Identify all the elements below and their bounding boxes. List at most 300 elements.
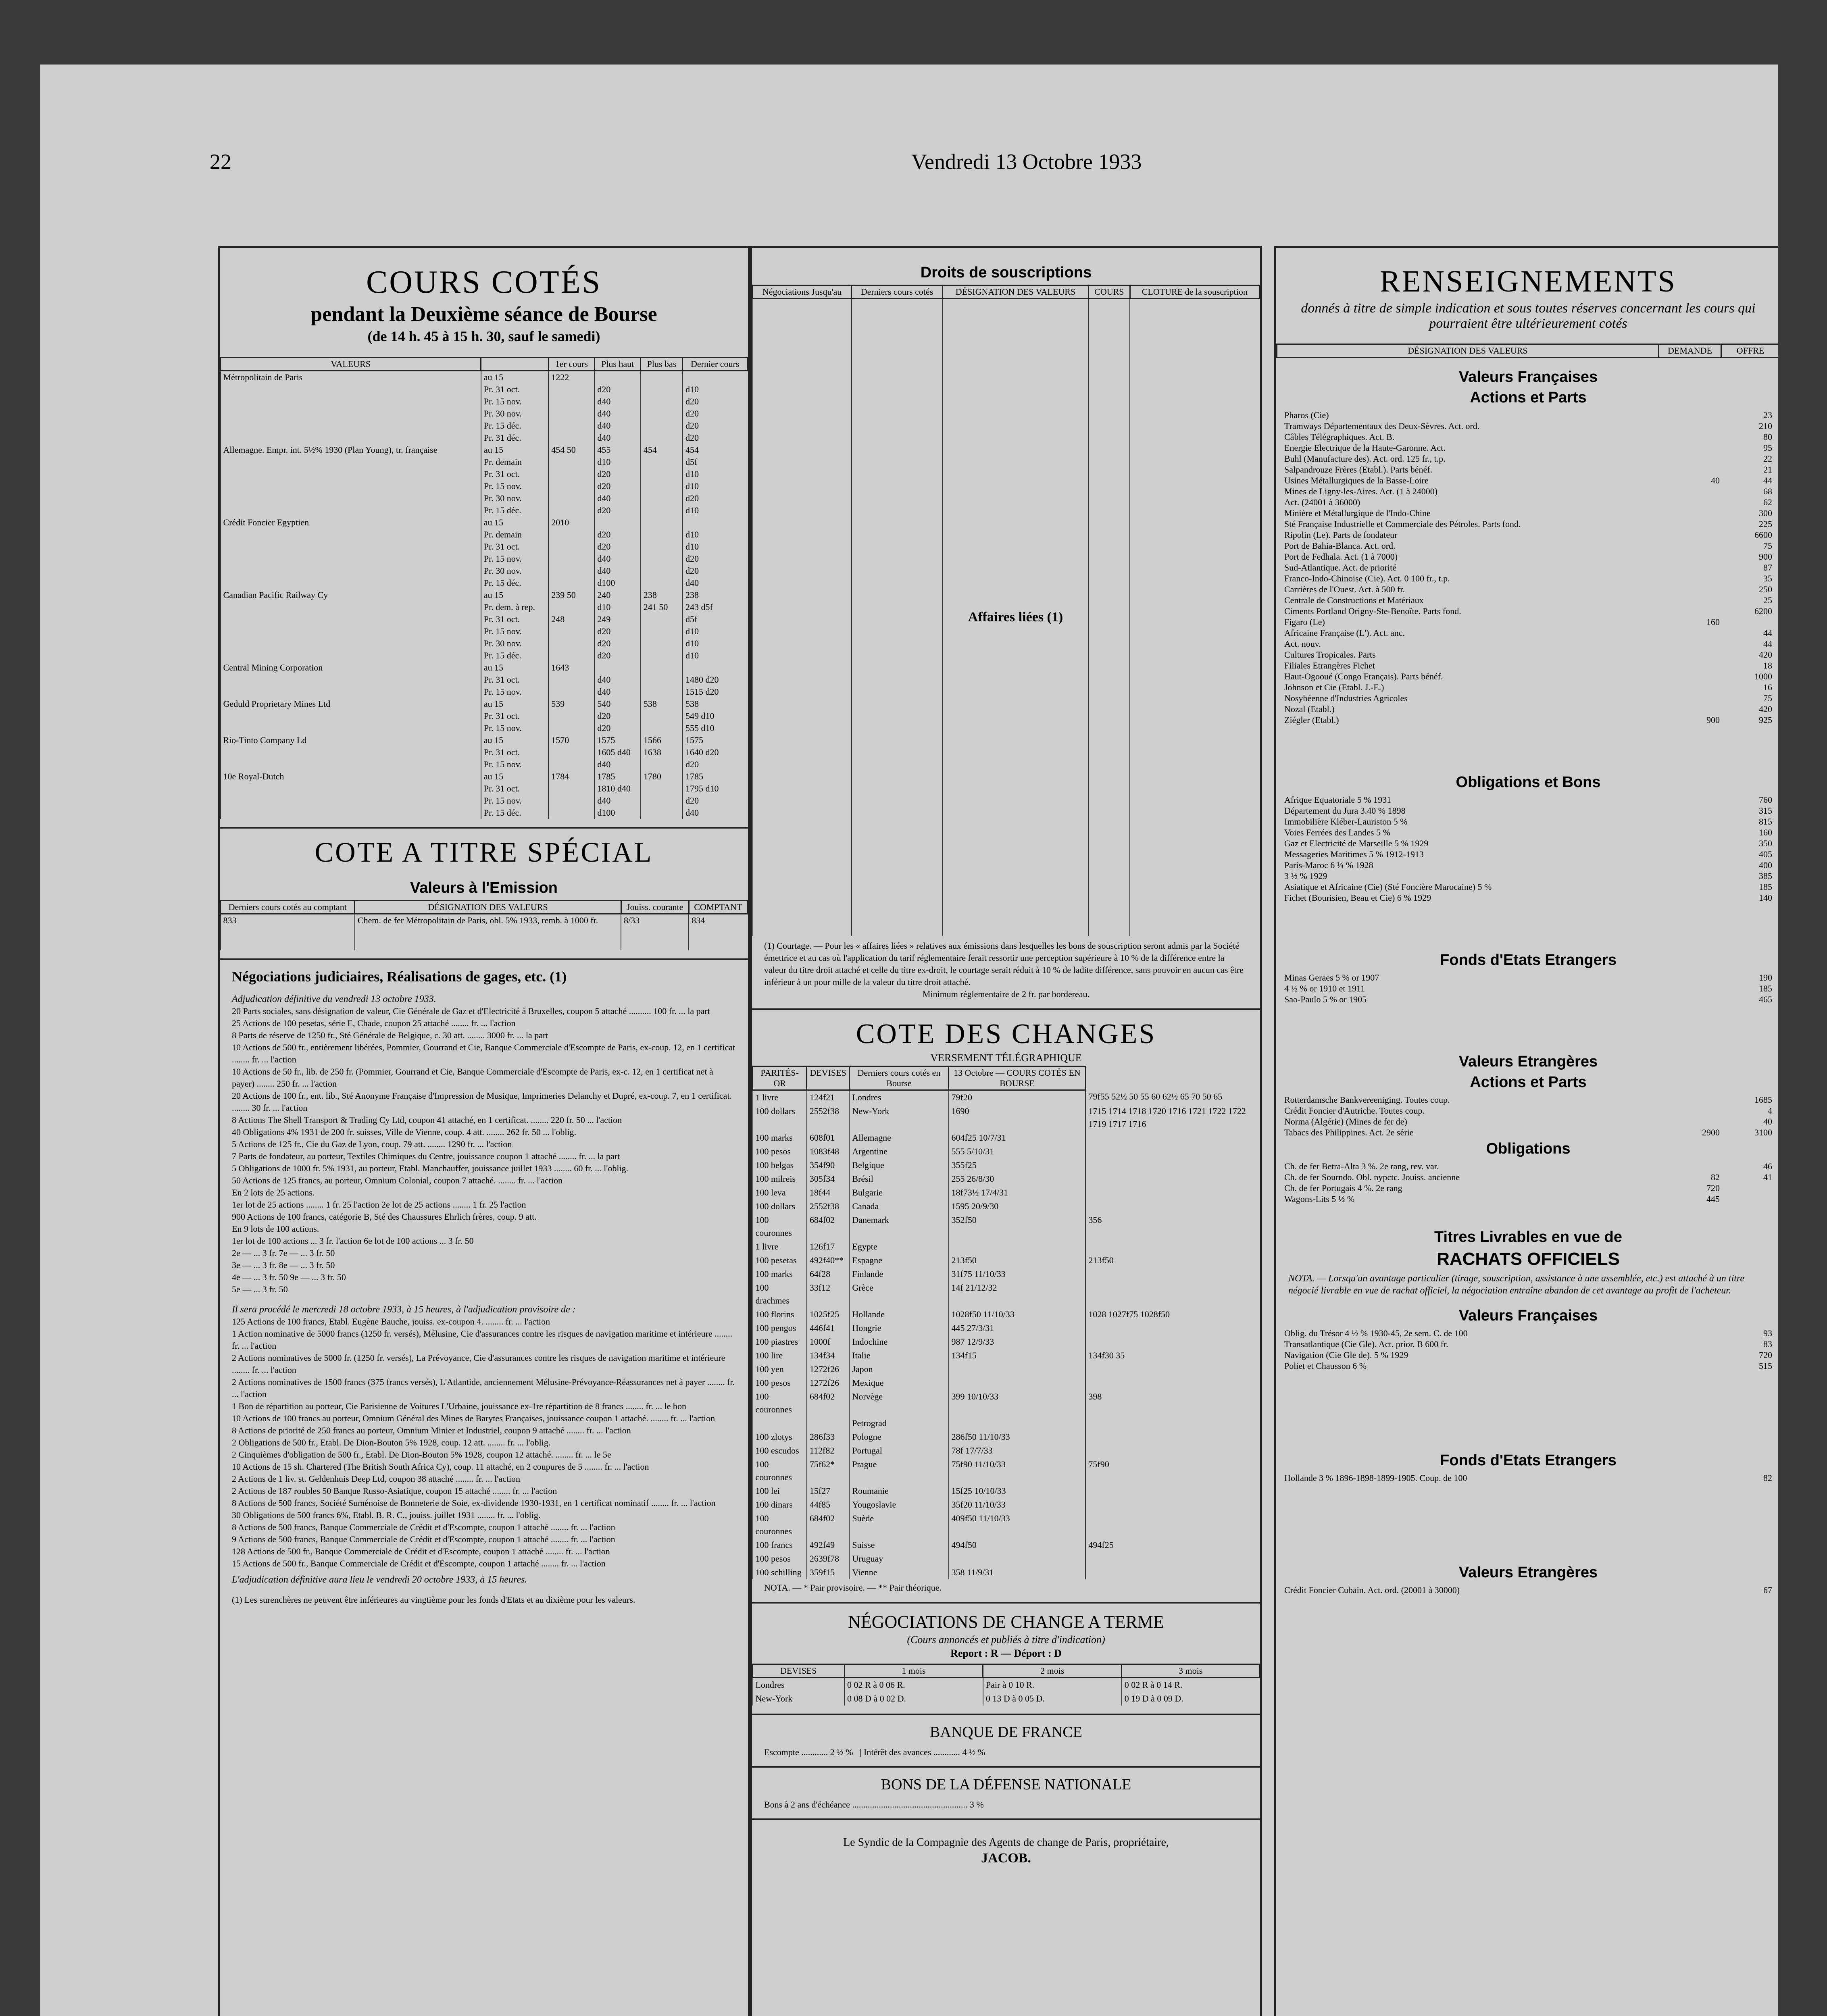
renseignement-row	[1276, 994, 1778, 1005]
offre-value: 87	[1763, 562, 1772, 573]
demande-value: 900	[1706, 715, 1720, 725]
cours-cotes-row-cell: au 15	[481, 371, 548, 384]
banque-title: BANQUE DE FRANCE	[930, 1723, 1082, 1741]
renseignement-row	[1276, 1105, 1778, 1116]
changes-row-cell: 492f40**	[807, 1254, 849, 1267]
changes-row	[753, 1376, 1260, 1390]
cours-cotes-row-cell	[221, 492, 481, 504]
rachats-fonds-title: Fonds d'Etats Etrangers	[1440, 1452, 1617, 1469]
terme-report: Report : R — Déport : D	[950, 1647, 1062, 1659]
changes-row-cell: Espagne	[849, 1254, 948, 1267]
offre-value: 925	[1759, 715, 1772, 725]
cours-cotes-row-cell: d20	[594, 650, 640, 662]
changes-row-cell	[1085, 1186, 1260, 1200]
cours-cotes-row-cell: au 15	[481, 589, 548, 601]
cours-cotes-row-cell	[683, 371, 748, 384]
changes-row-cell: 358 11/9/31	[949, 1566, 1086, 1579]
cours-cotes-row-cell: d10	[683, 650, 748, 662]
cours-cotes-row-cell	[641, 383, 683, 396]
cours-cotes-row-cell	[548, 492, 594, 504]
cours-cotes-row-cell: d5f	[683, 456, 748, 468]
negociation-line: 1 Bon de répartition au porteur, Cie Parisienne de Voitures L'Urbaine, jouissance ex-1re répartition de 8 francs ........ fr. ... le bon	[232, 1401, 687, 1411]
cours-cotes-row-cell	[641, 807, 683, 819]
renseignement-row	[1276, 682, 1778, 693]
demande-value	[1663, 972, 1720, 983]
changes-row	[753, 1458, 1260, 1484]
droits-table	[752, 285, 1260, 936]
offre-value: 250	[1759, 584, 1772, 594]
changes-row-cell: Prague	[849, 1458, 948, 1484]
cours-cotes-row-cell	[548, 637, 594, 650]
changes-row-cell: 100 lei	[753, 1484, 807, 1498]
cours-cotes-row-cell	[221, 408, 481, 420]
cours-cotes-row-cell: d20	[683, 565, 748, 577]
rachats-section: Valeurs Françaises	[1458, 1307, 1598, 1324]
offre-value	[1720, 1193, 1772, 1204]
valeur-name: 3 ½ % 1929	[1284, 871, 1327, 881]
changes-row	[753, 1566, 1260, 1579]
changes-row-cell	[1085, 1281, 1260, 1308]
valeur-name: Ch. de fer Portugais 4 %. 2e rang	[1284, 1183, 1402, 1193]
cours-cotes-row-cell: d40	[594, 408, 640, 420]
negociations-title: Négociations judiciaires, Réalisations de gages, etc. (1)	[232, 968, 567, 985]
cours-cotes-row-cell	[594, 371, 640, 384]
cours-cotes-row-cell	[641, 625, 683, 637]
cours-cotes-row-cell: Pr. 15 déc.	[481, 420, 548, 432]
cours-cotes-row-cell: Pr. 15 nov.	[481, 480, 548, 492]
cours-cotes-row	[221, 492, 748, 504]
cours-cotes-row-cell: 10e Royal-Dutch	[221, 771, 481, 783]
negociation-line: 30 Obligations de 500 francs 6%, Etabl. B. R. C., jouiss. juillet 1931 ........ fr. ... l'oblig.	[232, 1510, 541, 1520]
cours-cotes-row-cell	[221, 383, 481, 396]
negociation-line: 8 Parts de réserve de 1250 fr., Sté Générale de Belgique, c. 30 att. ........ 3000 fr. ... la part	[232, 1030, 548, 1040]
changes-row-cell: New-York	[849, 1104, 948, 1131]
negociation-line: 2e — ... 3 fr. 7e — ... 3 fr. 50	[232, 1248, 335, 1258]
demande-value	[1663, 1350, 1720, 1360]
cours-cotes-row-cell: d20	[683, 795, 748, 807]
cours-cotes-row	[221, 589, 748, 601]
valeur-name: Sao-Paulo 5 % or 1905	[1284, 994, 1367, 1004]
renseignement-row	[1276, 453, 1778, 464]
demande-value: 720	[1706, 1183, 1720, 1193]
changes-row-cell: 1272f26	[807, 1376, 849, 1390]
terme-row-cell: 0 02 R à 0 06 R.	[844, 1677, 983, 1692]
valeur-name: Act. (24001 à 36000)	[1284, 497, 1360, 507]
terme-row	[753, 1677, 1260, 1692]
renseignement-row	[1276, 1350, 1778, 1360]
cours-cotes-row-cell: Pr. 15 nov.	[481, 553, 548, 565]
cours-cotes-row-cell	[548, 456, 594, 468]
changes-row-cell: Suède	[849, 1512, 948, 1538]
valeur-name: Sud-Atlantique. Act. de priorité	[1284, 562, 1396, 573]
renseignement-row	[1276, 1585, 1778, 1595]
negociation-line: 2 Actions nominatives de 1500 francs (375 francs versés), L'Atlantide, anciennement Mélusine-Prévoyance-Réassurances net à payer ........ fr. ... l'action	[232, 1377, 735, 1399]
demande-value	[1663, 464, 1720, 475]
changes-row-cell: 1715 1714 1718 1720 1716 1721 1722 1722 1719 1717 1716	[1085, 1104, 1260, 1131]
valeur-name: Voies Ferrées des Landes 5 %	[1284, 827, 1390, 837]
cours-cotes-row-cell	[221, 674, 481, 686]
offre-value: 385	[1759, 871, 1772, 881]
renseignement-row	[1276, 805, 1778, 816]
rachats-etr-list	[1276, 1585, 1778, 1595]
negociation-line: 2 Actions de 1 liv. st. Geldenhuis Deep Ltd, coupon 38 attaché ........ fr. ... l'action	[232, 1473, 520, 1484]
demande-value	[1663, 1116, 1720, 1127]
negociation-line: 1 Action nominative de 5000 francs (1250 fr. versés), Mélusine, Cie d'assurances contre les risques de navigation maritime et intérieure ........ fr. ... l'action	[232, 1328, 733, 1351]
cours-cotes-row	[221, 795, 748, 807]
valeur-name: Nozal (Etabl.)	[1284, 704, 1335, 714]
changes-row-cell: 18f44	[807, 1186, 849, 1200]
offre-value: 21	[1763, 464, 1772, 475]
changes-row	[753, 1145, 1260, 1158]
changes-row	[753, 1538, 1260, 1552]
cours-cotes-row-cell	[548, 553, 594, 565]
cote-special-header: Jouiss. courante	[621, 901, 689, 914]
negociation-line: 128 Actions de 500 fr., Banque Commerciale de Crédit et d'Escompte, coupon 1 attaché ........ fr. ... l'action	[232, 1546, 610, 1556]
cours-cotes-row	[221, 746, 748, 758]
offre-value: 225	[1759, 519, 1772, 529]
demande-value	[1663, 519, 1720, 529]
cours-cotes-row-cell: d20	[594, 480, 640, 492]
changes-row-cell: 494f25	[1085, 1538, 1260, 1552]
renseignement-row	[1276, 892, 1778, 903]
valeur-name: Carrières de l'Ouest. Act. à 500 fr.	[1284, 584, 1405, 594]
cours-cotes-row-cell: d10	[594, 456, 640, 468]
offre-value: 6200	[1754, 606, 1772, 616]
renseignement-row	[1276, 1472, 1778, 1483]
cours-cotes-row-cell: 1638	[641, 746, 683, 758]
renseignements-header-cell: OFFRE	[1721, 344, 1779, 358]
changes-row-cell: 75f90 11/10/33	[949, 1458, 1086, 1484]
section-title: Obligations et Bons	[1456, 774, 1601, 791]
changes-row-cell: 134f34	[807, 1349, 849, 1362]
offre-value: 140	[1759, 893, 1772, 903]
changes-row-cell: 213f50	[949, 1254, 1086, 1267]
cours-cotes-row-cell: 1795 d10	[683, 783, 748, 795]
negociation-line: 2 Obligations de 500 fr., Etabl. De Dion-Bouton 5% 1928, coup. 12 att. ........ fr. ... l'oblig.	[232, 1437, 551, 1447]
renseignement-row	[1276, 871, 1778, 881]
changes-row-cell	[1085, 1131, 1260, 1145]
terme-title: NÉGOCIATIONS DE CHANGE A TERME	[848, 1612, 1164, 1632]
changes-row-cell	[807, 1416, 849, 1430]
renseignement-row	[1276, 1183, 1778, 1193]
changes-row	[753, 1200, 1260, 1213]
terme-row-cell: 0 19 D à 0 09 D.	[1122, 1692, 1260, 1706]
demande-value	[1663, 410, 1720, 421]
renseignement-row	[1276, 1094, 1778, 1105]
changes-row-cell: 286f50 11/10/33	[949, 1430, 1086, 1444]
cours-cotes-row-cell	[548, 795, 594, 807]
cours-cotes-row-cell: d10	[683, 504, 748, 516]
renseignement-row	[1276, 573, 1778, 584]
cours-cotes-row-cell	[221, 746, 481, 758]
demande-value	[1663, 497, 1720, 508]
changes-row-cell: 134f30 35	[1085, 1349, 1260, 1362]
valeur-name: Afrique Equatoriale 5 % 1931	[1284, 795, 1392, 805]
cours-cotes-row-cell: d10	[594, 601, 640, 613]
changes-row-cell: 100 marks	[753, 1131, 807, 1145]
changes-row-cell: 100 francs	[753, 1538, 807, 1552]
changes-row-cell: 79f55 52½ 50 55 60 62½ 65 70 50 65	[1085, 1090, 1260, 1104]
cours-cotes-row-cell	[683, 516, 748, 529]
demande-value: 40	[1711, 475, 1720, 485]
cours-cotes-header: Dernier cours	[683, 358, 748, 371]
cours-cotes-row-cell	[221, 553, 481, 565]
negociation-line: 2 Cinquièmes d'obligation de 500 fr., Etabl. De Dion-Bouton 5% 1928, coupon 12 attaché. ........ fr. ... le 5e	[232, 1449, 611, 1460]
changes-row-cell: 352f50	[949, 1213, 1086, 1240]
changes-row-cell: 100 pesetas	[753, 1254, 807, 1267]
cours-cotes-row-cell: 239 50	[548, 589, 594, 601]
demande-value	[1663, 1472, 1720, 1483]
changes-row-cell: Hongrie	[849, 1321, 948, 1335]
cours-cotes-row-cell	[221, 722, 481, 734]
cours-cotes-row-cell	[548, 807, 594, 819]
rachats-note: NOTA. — Lorsqu'un avantage particulier (tirage, souscription, assistance à une assemblée, etc.) est attaché à un titre négocié livrable en vue de rachat officiel, la négociation entraîne abandon de cet avantage au profit de l'acheteur.	[1288, 1273, 1745, 1296]
cours-cotes-row-cell: 241 50	[641, 601, 683, 613]
changes-row-cell: 126f17	[807, 1240, 849, 1254]
terme-row-cell: 0 02 R à 0 14 R.	[1122, 1677, 1260, 1692]
renseignement-row	[1276, 660, 1778, 671]
changes-row	[753, 1131, 1260, 1145]
changes-row-cell	[1085, 1552, 1260, 1566]
changes-row-cell: Yougoslavie	[849, 1498, 948, 1512]
changes-row-cell: Indochine	[849, 1335, 948, 1349]
negociations-intro: Adjudication définitive du vendredi 13 octobre 1933.	[232, 993, 436, 1004]
changes-title: COTE DES CHANGES	[856, 1018, 1156, 1050]
cours-cotes-row-cell	[548, 686, 594, 698]
droits-footnote: (1) Courtage. — Pour les « affaires liées » relatives aux émissions dans lesquelles les bons de souscription seront admis par la Société émettrice et au cas où l'application du tarif réglementaire ferait ressortir une perception supérieure à 10 % de la différence entre la valeur du titre droit attaché et celle du titre ex-droit, le courtage serait réduit à 10 % de ladite différence, sans pouvoir en aucun cas être inférieur à un pour mille de la valeur du titre droit attaché.	[764, 940, 1244, 987]
valeur-name: Port de Bahia-Blanca. Act. ord.	[1284, 541, 1396, 551]
demande-value	[1663, 660, 1720, 671]
changes-row-cell: 100 couronnes	[753, 1390, 807, 1416]
changes-row-cell	[1085, 1484, 1260, 1498]
renseignement-row	[1276, 595, 1778, 606]
offre-value: 16	[1763, 682, 1772, 692]
droits-header: CLOTURE de la souscription	[1130, 285, 1259, 299]
valeur-name: Ripolin (Le). Parts de fondateur	[1284, 530, 1398, 540]
demande-value	[1663, 838, 1720, 849]
demande-value	[1663, 421, 1720, 431]
renseignement-row	[1276, 551, 1778, 562]
cours-cotes-row-cell	[221, 432, 481, 444]
cours-cotes-row-cell	[221, 420, 481, 432]
changes-row-cell: 33f12	[807, 1281, 849, 1308]
changes-row-cell	[1085, 1498, 1260, 1512]
cours-cotes-row-cell: Pr. demain	[481, 529, 548, 541]
changes-row-cell	[1085, 1145, 1260, 1158]
demande-value	[1663, 827, 1720, 838]
demande-value	[1663, 1105, 1720, 1116]
demande-value	[1663, 442, 1720, 453]
offre-value: 44	[1763, 639, 1772, 649]
cours-cotes-row-cell	[641, 758, 683, 771]
rachats-fonds-list	[1276, 1472, 1778, 1483]
changes-row-cell: 684f02	[807, 1512, 849, 1538]
changes-row-cell: 1025f25	[807, 1308, 849, 1321]
cours-cotes-row-cell: 238	[641, 589, 683, 601]
offre-value: 1685	[1754, 1095, 1772, 1105]
changes-row-cell: Belgique	[849, 1158, 948, 1172]
column-renseignements	[1274, 246, 1778, 2016]
offre-value: 25	[1763, 595, 1772, 605]
demande-value	[1663, 1585, 1720, 1595]
offre-value: 40	[1763, 1116, 1772, 1127]
cours-cotes-row-cell	[641, 577, 683, 589]
cours-cotes-row-cell	[548, 420, 594, 432]
negociation-line: 20 Actions de 100 fr., ent. lib., Sté Anonyme Française d'Impression de Musique, Imprimeries Delanchy et Dupré, ex-coup. 7, en 1 certificat. ........ 30 fr. ... l'action	[232, 1090, 732, 1113]
cours-cotes-row-cell	[221, 686, 481, 698]
changes-row-cell	[753, 1416, 807, 1430]
cours-cotes-row-cell	[548, 408, 594, 420]
changes-row-cell: 100 schilling	[753, 1566, 807, 1579]
renseignement-row	[1276, 1172, 1778, 1183]
cours-cotes-row-cell	[548, 541, 594, 553]
changes-row-cell	[949, 1240, 1086, 1254]
valeur-name: Cultures Tropicales. Parts	[1284, 650, 1376, 660]
renseignement-row	[1276, 881, 1778, 892]
cours-cotes-row-cell: d5f	[683, 613, 748, 625]
valeur-name: Ch. de fer Sourndo. Obl. nypctc. Jouiss. ancienne	[1284, 1172, 1460, 1182]
cours-cotes-row-cell: d10	[683, 529, 748, 541]
changes-row-cell	[1085, 1512, 1260, 1538]
cours-cotes-row-cell: Pr. 30 nov.	[481, 492, 548, 504]
changes-row-cell: 255 26/8/30	[949, 1172, 1086, 1186]
cours-cotes-row-cell	[548, 432, 594, 444]
renseignement-row	[1276, 794, 1778, 805]
changes-row-cell: 355f25	[949, 1158, 1086, 1172]
valeur-name: Tramways Départementaux des Deux-Sèvres. Act. ord.	[1284, 421, 1480, 431]
cours-cotes-row-cell	[641, 504, 683, 516]
renseignement-row	[1276, 475, 1778, 486]
bons-line: Bons à 2 ans d'échéance .................................................... 3 %	[764, 1799, 984, 1810]
cours-cotes-row-cell	[641, 456, 683, 468]
valeur-name: Hollande 3 % 1896-1898-1899-1905. Coup. de 100	[1284, 1473, 1467, 1483]
changes-row-cell: 100 florins	[753, 1308, 807, 1321]
cours-cotes-row-cell: 1515 d20	[683, 686, 748, 698]
cours-cotes-row-cell	[548, 468, 594, 480]
changes-row-cell: 18f73½ 17/4/31	[949, 1186, 1086, 1200]
offre-value: 420	[1759, 704, 1772, 714]
offre-value: 82	[1763, 1473, 1772, 1483]
cours-cotes-row-cell: d40	[594, 565, 640, 577]
valeur-name: Poliet et Chausson 6 %	[1284, 1361, 1367, 1371]
valeur-name: Norma (Algérie) (Mines de fer de)	[1284, 1116, 1407, 1127]
changes-row-cell: Allemagne	[849, 1131, 948, 1145]
cours-cotes-row-cell: 1785	[594, 771, 640, 783]
changes-row-cell: 100 couronnes	[753, 1458, 807, 1484]
changes-row	[753, 1281, 1260, 1308]
offre-value: 35	[1763, 573, 1772, 583]
changes-row-cell: Suisse	[849, 1538, 948, 1552]
negociation-line: 900 Actions de 100 francs, catégorie B, Sté des Chaussures Ehrlich frères, coup. 9 att.	[232, 1211, 537, 1222]
valeur-name: Franco-Indo-Chinoise (Cie). Act. 0 100 fr., t.p.	[1284, 573, 1450, 583]
cote-special-header: COMPTANT	[689, 901, 747, 914]
offre-value: 185	[1759, 882, 1772, 892]
cours-cotes-row-cell: d40	[683, 807, 748, 819]
renseignement-row	[1276, 486, 1778, 497]
cours-cotes-row-cell	[221, 468, 481, 480]
offre-value: 760	[1759, 795, 1772, 805]
changes-row-cell	[1085, 1172, 1260, 1186]
cours-cotes-row	[221, 686, 748, 698]
cours-cotes-row-cell: d20	[683, 553, 748, 565]
offre-value: 80	[1763, 432, 1772, 442]
changes-row	[753, 1430, 1260, 1444]
negociation-line: 10 Actions de 15 sh. Chartered (The British South Africa Cy), coup. 11 attaché, en 2 coupures de 5 ........ fr. ... l'action	[232, 1461, 649, 1472]
renseignement-row	[1276, 972, 1778, 983]
negociation-line: En 9 lots de 100 actions.	[232, 1223, 319, 1234]
terme-header: 3 mois	[1122, 1664, 1260, 1677]
negociation-line: 50 Actions de 125 francs, au porteur, Omnium Colonial, coupon 7 attaché. ........ fr. ... l'action	[232, 1175, 562, 1185]
cours-cotes-row-cell: 540	[594, 698, 640, 710]
cours-cotes-row	[221, 674, 748, 686]
negociations-list-provisoire	[220, 1316, 748, 1570]
demande-value	[1663, 671, 1720, 682]
changes-row-cell: 35f20 11/10/33	[949, 1498, 1086, 1512]
cours-cotes-row	[221, 504, 748, 516]
offre-value: 1000	[1754, 671, 1772, 681]
valeur-name: Act. nouv.	[1284, 639, 1321, 649]
changes-row-cell: 1028 1027f75 1028f50	[1085, 1308, 1260, 1321]
demande-value	[1663, 1161, 1720, 1172]
syndic-text: Le Syndic de la Compagnie des Agents de change de Paris, propriétaire,	[843, 1836, 1169, 1849]
negociation-line: 40 Obligations 4% 1931 de 200 fr. suisses, Ville de Vienne, coup. 4 att. ........ 262 fr. 50 ... l'oblig.	[232, 1127, 577, 1137]
valeur-name: Paris-Maroc 6 ¼ % 1928	[1284, 860, 1373, 870]
cours-cotes-row-cell: Canadian Pacific Railway Cy	[221, 589, 481, 601]
rachats-list	[1276, 1328, 1778, 1371]
cours-cotes-row-cell: 1575	[683, 734, 748, 746]
terme-subtitle: (Cours annoncés et publiés à titre d'indication)	[907, 1633, 1105, 1645]
negociation-line: 7 Parts de fondateur, au porteur, Textiles Chimiques du Centre, jouissance coupon 1 attaché ........ fr. ... la part	[232, 1151, 620, 1161]
cours-cotes-row	[221, 637, 748, 650]
negociation-line: 5 Obligations de 1000 fr. 5% 1931, au porteur, Etabl. Manchauffer, jouissance juillet 1933 ........ 60 fr. ... l'oblig.	[232, 1163, 629, 1173]
renseignement-row	[1276, 442, 1778, 453]
cours-cotes-row-cell	[221, 565, 481, 577]
cours-cotes-row-cell	[221, 541, 481, 553]
renseignement-row	[1276, 606, 1778, 616]
cours-cotes-row-cell	[641, 492, 683, 504]
demande-value	[1663, 431, 1720, 442]
renseignement-row	[1276, 1328, 1778, 1339]
demande-value	[1663, 693, 1720, 704]
cours-cotes-row	[221, 758, 748, 771]
negociation-line: 25 Actions de 100 pesetas, série E, Chade, coupon 25 attaché ........ fr. ... l'action	[232, 1018, 516, 1028]
renseignement-row	[1276, 714, 1778, 725]
changes-row	[753, 1186, 1260, 1200]
renseignement-row	[1276, 410, 1778, 421]
cours-cotes-row-cell	[548, 710, 594, 722]
demande-value	[1663, 627, 1720, 638]
demande-value	[1663, 595, 1720, 606]
cours-cotes-row-cell: d10	[683, 625, 748, 637]
newspaper-page	[40, 65, 1778, 2016]
changes-row-cell: Londres	[849, 1090, 948, 1104]
cours-cotes-row-cell: d20	[594, 468, 640, 480]
offre-value: 22	[1763, 454, 1772, 464]
changes-row-cell	[949, 1416, 1086, 1430]
changes-row-cell	[949, 1552, 1086, 1566]
negociations-footnote: (1) Les surenchères ne peuvent être inférieures au vingtième pour les fonds d'Etats et au dixième pour les valeurs.	[232, 1594, 635, 1605]
renseignement-row	[1276, 704, 1778, 714]
terme-row	[753, 1692, 1260, 1706]
banque-rates: Escompte ............ 2 ½ % | Intérêt des avances ............ 4 ½ %	[764, 1747, 985, 1757]
negociation-line: 1er lot de 100 actions ... 3 fr. l'action 6e lot de 100 actions ... 3 fr. 50	[232, 1235, 474, 1246]
cote-special-title: COTE A TITRE SPÉCIAL	[315, 837, 653, 868]
changes-header: PARITÉS-OR	[753, 1066, 807, 1090]
renseignement-row	[1276, 1360, 1778, 1371]
valeur-name: Crédit Foncier Cubain. Act. ord. (20001 à 30000)	[1284, 1585, 1460, 1595]
cours-cotes-row-cell: d20	[594, 504, 640, 516]
renseignement-row	[1276, 497, 1778, 508]
